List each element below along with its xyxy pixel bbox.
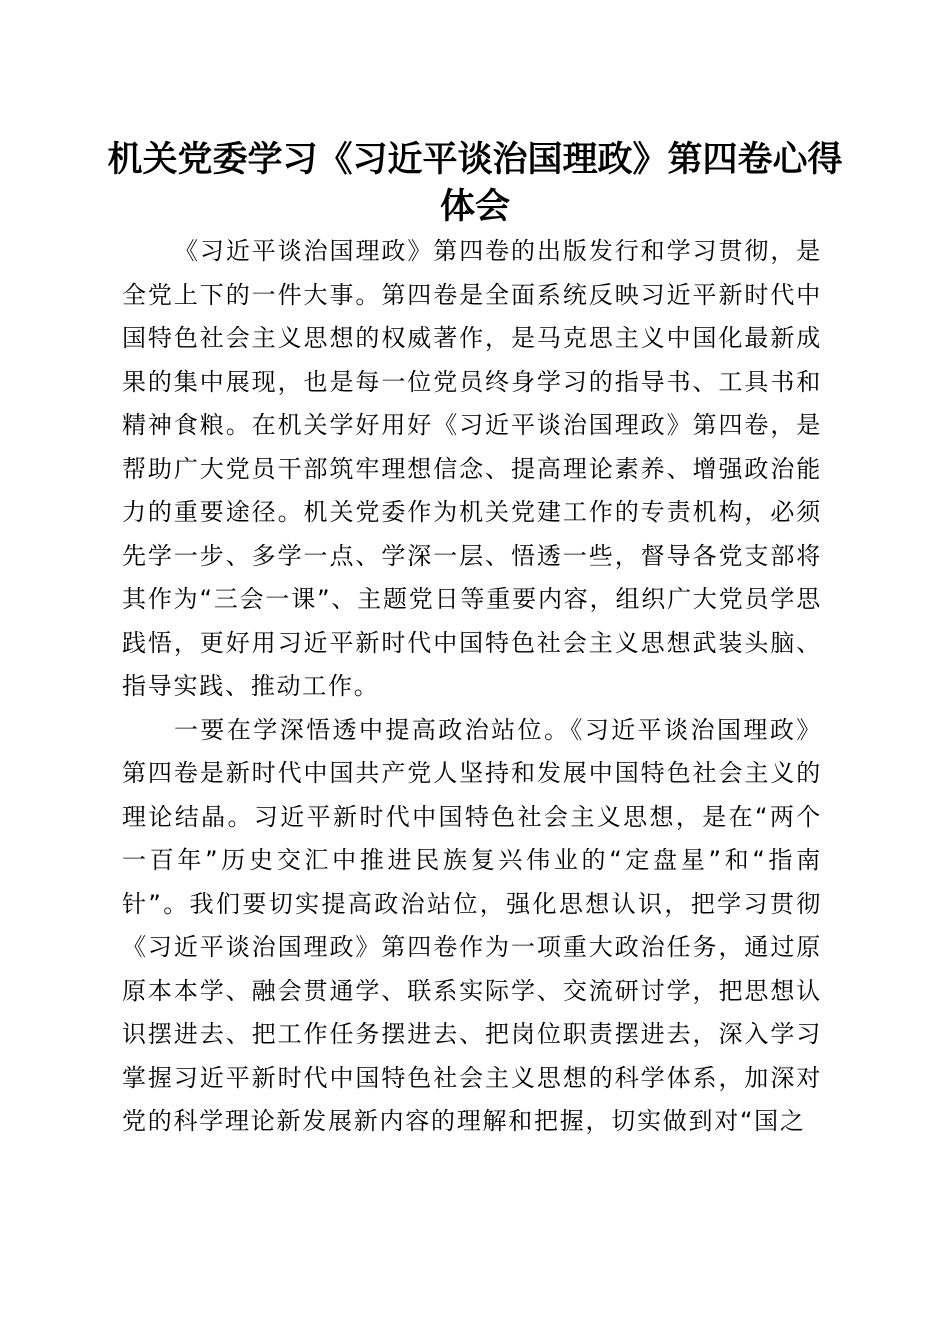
document-title: 机关党委学习《习近平谈治国理政》第四卷心得体会 [107,139,843,227]
paragraph-intro: 《习近平谈治国理政》第四卷的出版发行和学习贯彻，是全党上下的一件大事。第四卷是全面系统反映习近平新时代中国特色社会主义思想的权威著作，是马克思主义中国化最新成果的集中展现，也是每一位党员终身学习的指导书、工具书和精神食粮。在机关学好用好《习近平谈治国理政》第四卷，是帮助广大党员干部筑牢理想信念、提高理论素养、增强政治能力的重要途径。机关党委作为机关党建工作的专责机构，必须先学一步、多学一点、学深一层、悟透一些，督导各党支部将其作为“三会一课”、主题党日等重要内容，组织广大党员学思践悟，更好用习近平新时代中国特色社会主义思想武装头脑、指导实践、推动工作。 [122,237,822,700]
document-body [122,230,822,1144]
paragraph-point-one: 一要在学深悟透中提高政治站位。《习近平谈治国理政》第四卷是新时代中国共产党人坚持和发展中国特色社会主义的理论结晶。习近平新时代中国特色社会主义思想，是在“两个一百年”历史交汇中推进民族复兴伟业的“定盘星”和“指南针”。我们要切实提高政治站位，强化思想认识，把学习贯彻《习近平谈治国理政》第四卷作为一项重大政治任务，通过原原本本学、融会贯通学、联系实际学、交流研讨学，把思想认识摆进去、把工作任务摆进去、把岗位职责摆进去，深入学习掌握习近平新时代中国特色社会主义思想的科学体系，加深对党的科学理论新发展新内容的理解和把握，切实做到对“国之 [122,715,822,1135]
